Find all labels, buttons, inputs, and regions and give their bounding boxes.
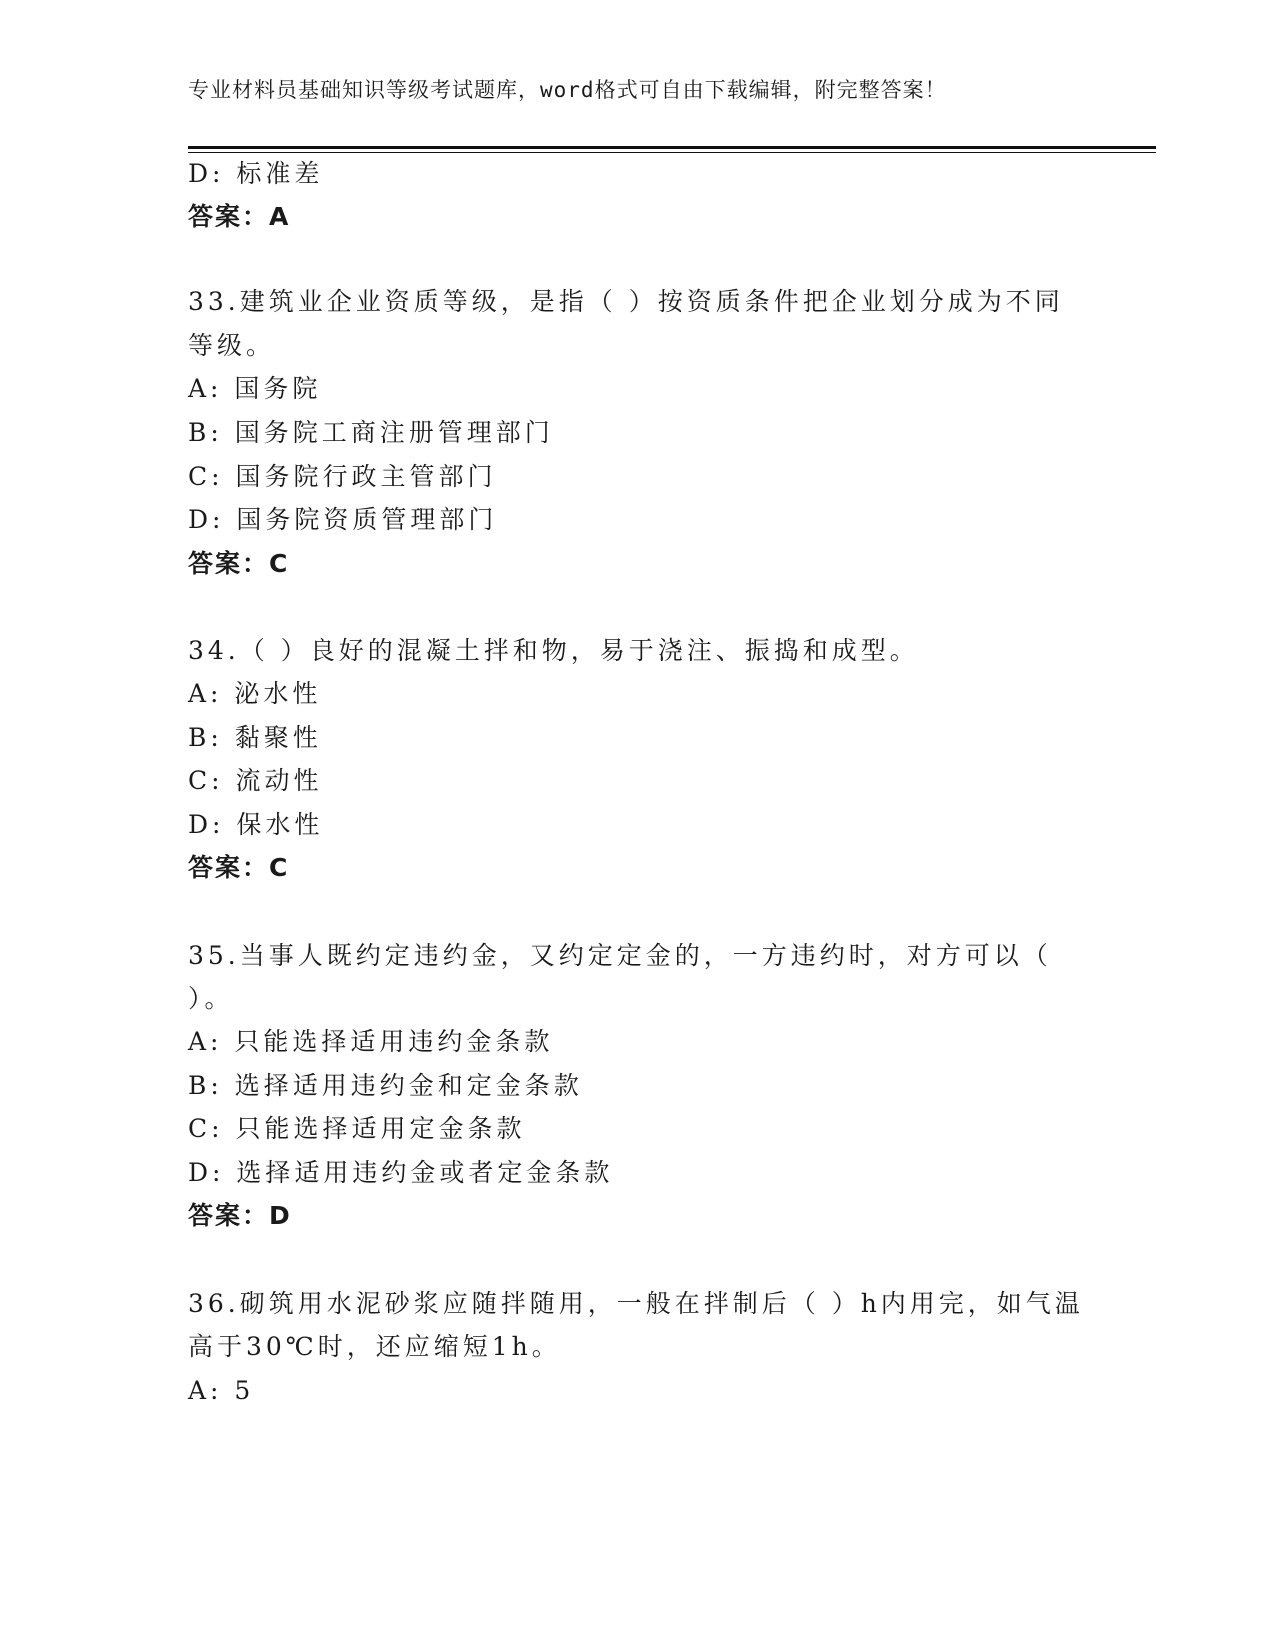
q33-stem-line2: 等级。 [188,331,276,360]
q35-answer: 答案：D [188,1201,292,1230]
q35-option-b: B: 选择适用违约金和定金条款 [188,1071,583,1100]
q34-stem-line1: 34.（ ）良好的混凝土拌和物，易于浇注、振捣和成型。 [188,636,919,665]
q34-option-a: A: 泌水性 [188,679,322,708]
q36-option-a: A: 5 [188,1376,255,1405]
q36-stem-line2: 高于30℃时，还应缩短1h。 [188,1332,561,1361]
q35-option-d: D: 选择适用违约金或者定金条款 [188,1158,614,1187]
q35-option-a: A: 只能选择适用违约金条款 [188,1027,554,1056]
q33-option-b: B: 国务院工商注册管理部门 [188,418,554,447]
q35-stem-line2: ）。 [188,984,234,1013]
q35-option-c: C: 只能选择适用定金条款 [188,1114,526,1143]
q33-option-c: C: 国务院行政主管部门 [188,462,497,491]
q32-answer: 答案：A [188,202,291,231]
q34-answer: 答案：C [188,853,290,882]
q33-option-a: A: 国务院 [188,374,322,403]
q33-option-d: D: 国务院资质管理部门 [188,505,498,534]
q33-stem-line1: 33.建筑业企业资质等级，是指（ ）按资质条件把企业划分成为不同 [188,287,1064,316]
q34-option-d: D: 保水性 [188,810,324,839]
q33-answer: 答案：C [188,549,290,578]
header-rule-thin [188,152,1156,153]
page-header: 专业材料员基础知识等级考试题库，word格式可自由下载编辑，附完整答案！ [188,78,947,102]
q34-option-c: C: 流动性 [188,766,323,795]
q34-option-b: B: 黏聚性 [188,723,322,752]
q32-option-d: D: 标准差 [188,159,324,188]
q36-stem-line1: 36.砌筑用水泥砂浆应随拌随用，一般在拌制后（ ）h内用完，如气温 [188,1289,1084,1318]
q35-stem-line1: 35.当事人既约定违约金，又约定定金的，一方违约时，对方可以（ [188,941,1052,970]
header-rule-thick [188,146,1156,149]
